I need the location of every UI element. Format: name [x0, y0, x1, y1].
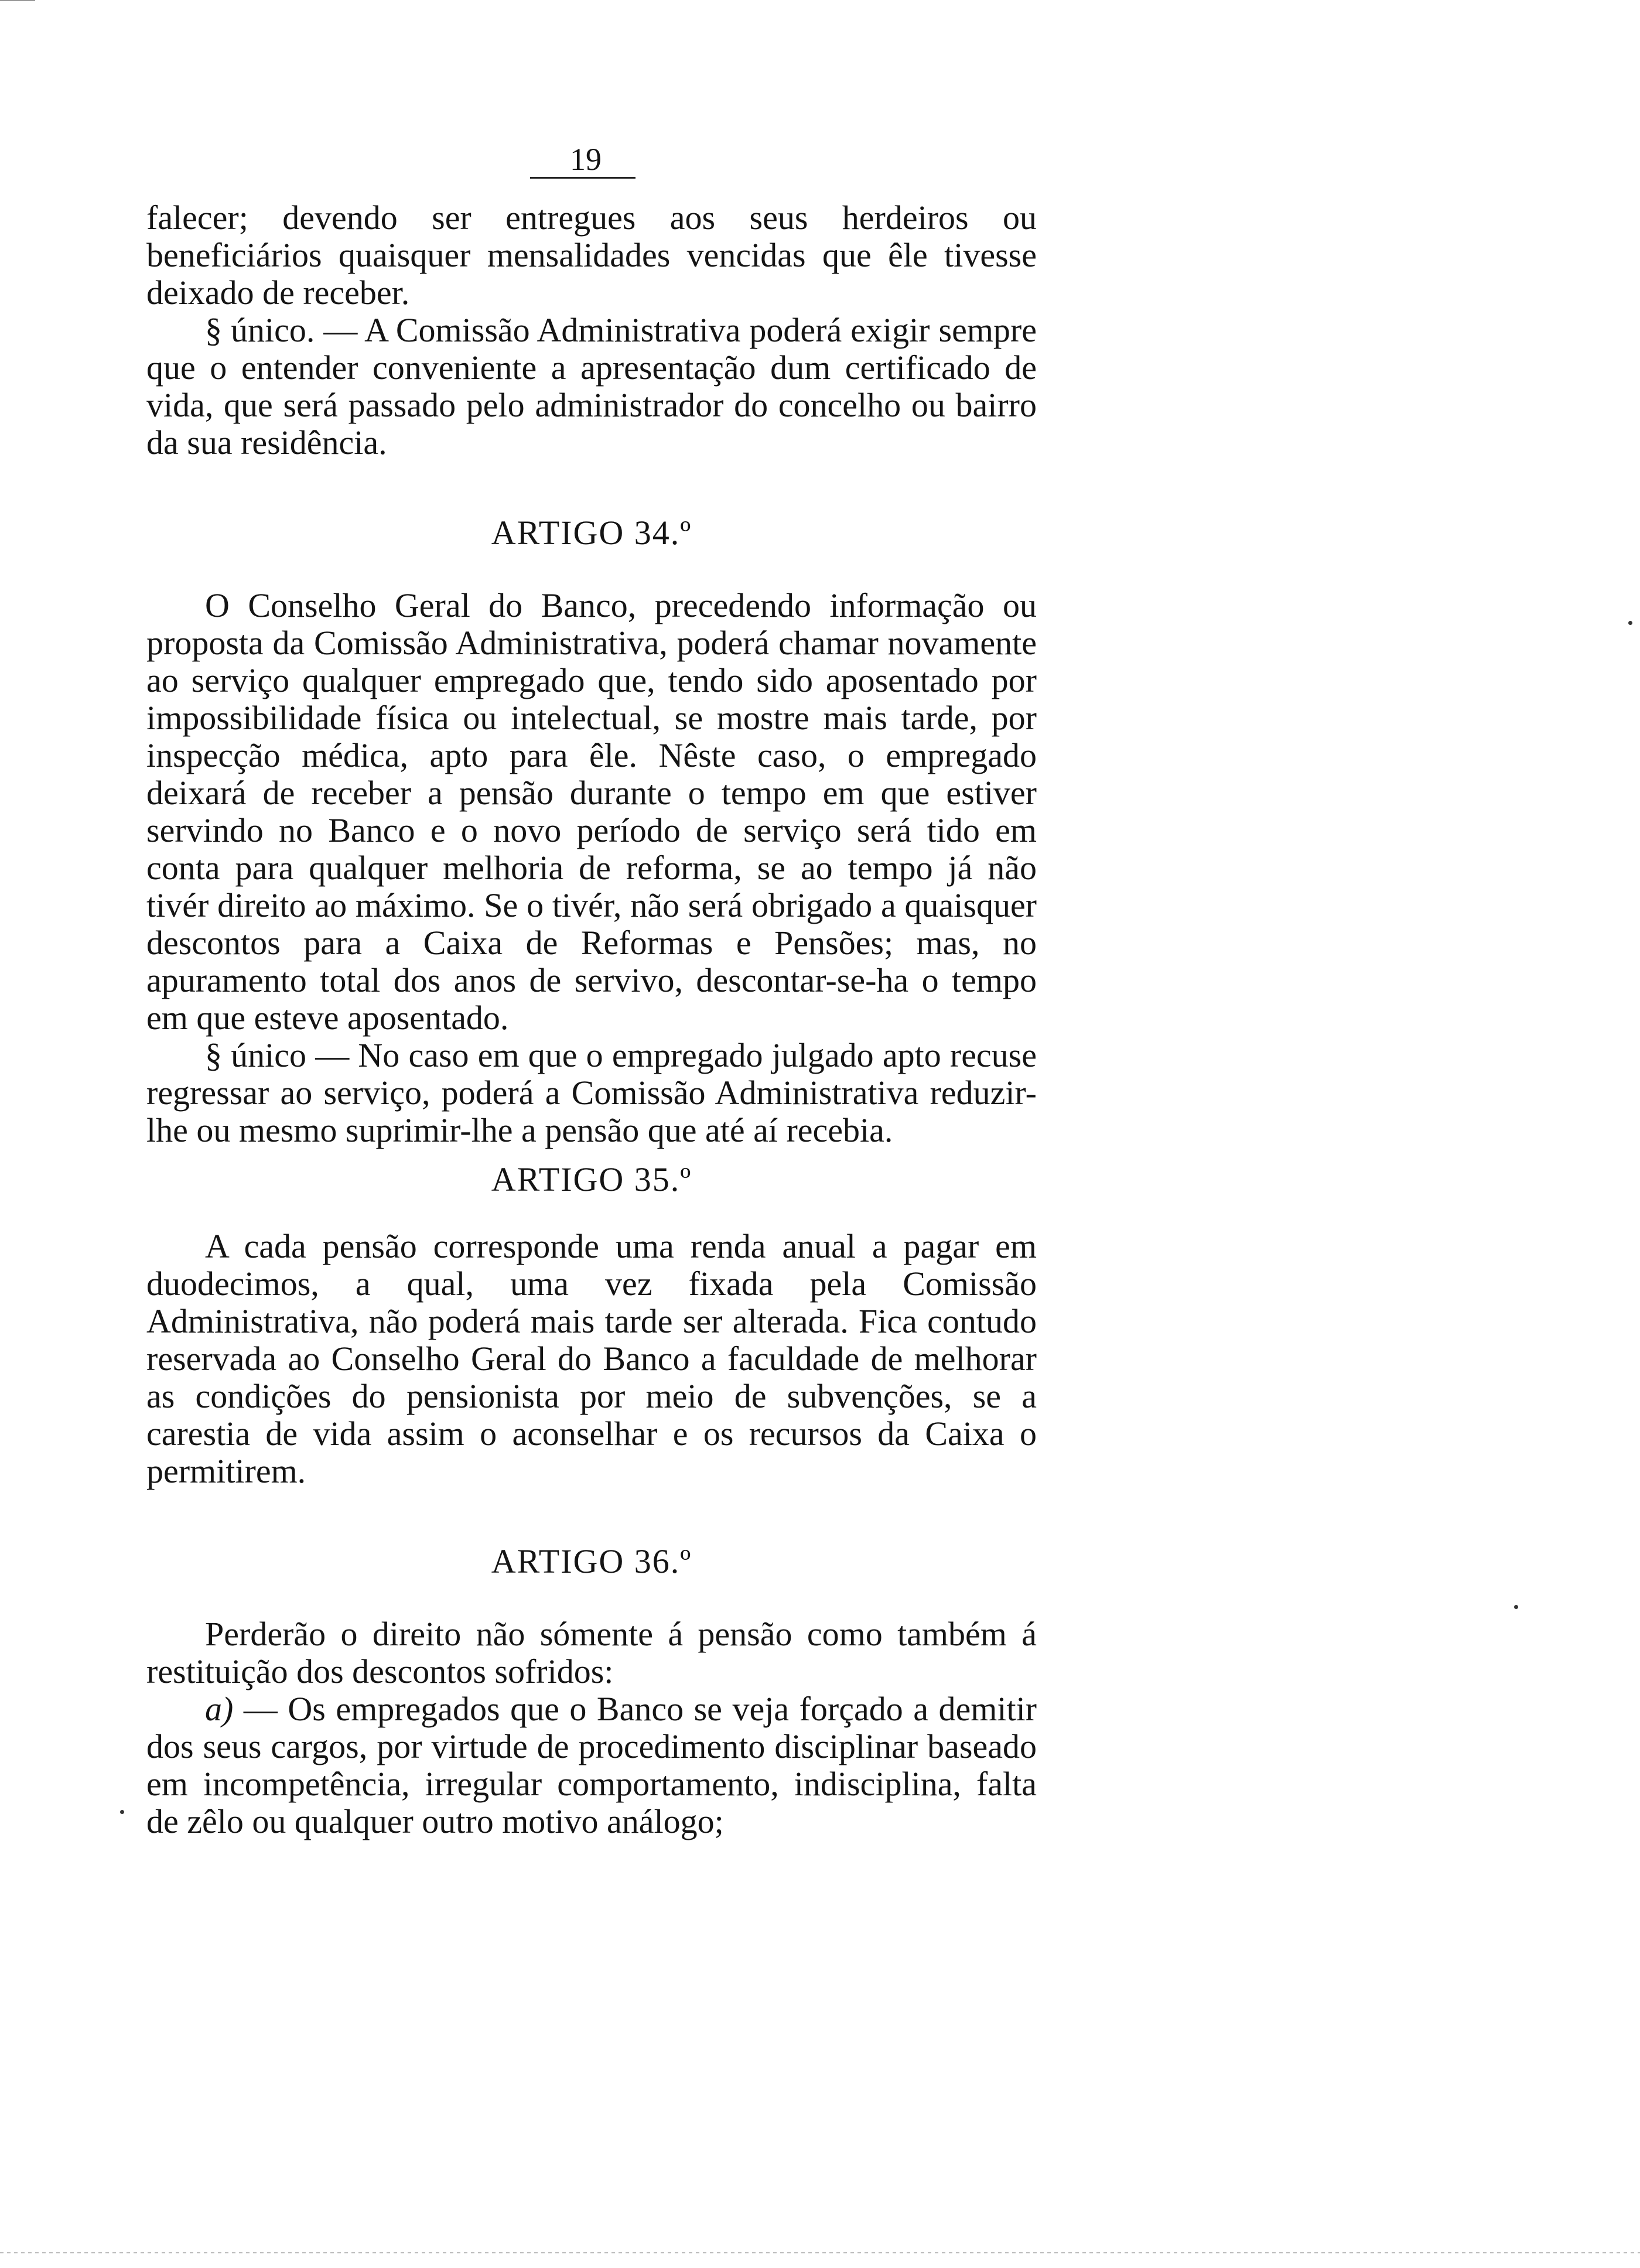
list-item-text: — Os empregados que o Banco se veja forçado a demitir dos seus cargos, por virtude de procedimento disciplinar baseado em incompetência, irregular comportamento, indisciplina, falta de zêlo ou qualquer outro motivo análogo; [146, 1690, 1037, 1840]
paragraph-unico-certificado: § único. — A Comissão Administrativa poderá exigir sempre que o entender conveniente a apresentação dum certificado de vida, que será passado pelo administrador do concelho ou bairro da sua residência. [146, 311, 1037, 462]
paragraph-artigo-36: Perderão o direito não sómente á pensão como também á restituição dos descontos sofridos: [146, 1615, 1037, 1690]
heading-artigo-36: ARTIGO 36.º [491, 1542, 692, 1580]
paragraph-artigo-34: O Conselho Geral do Banco, precedendo informação ou proposta da Comissão Administrativa, poderá chamar novamente ao serviço qualquer empregado que, tendo sido aposentado por impossibilidade física ou intelectual, se mostre mais tarde, por inspecção médica, apto para êle. Nêste caso, o empregado deixará de receber a pensão durante o tempo em que estiver servindo no Banco e o novo período de serviço será tido em conta para qualquer melhoria de reforma, se ao tempo já não tivér direito ao máximo. Se o tivér, não será obrigado a quaisquer descontos para a Caixa de Reformas e Pensões; mas, no apuramento total dos anos de servivo, descontar-se-ha o tempo em que esteve aposentado. [146, 586, 1037, 1037]
scan-edge-line-top [0, 0, 35, 1]
scan-edge-line-bottom [0, 2252, 1640, 2253]
scan-speck [120, 1810, 124, 1814]
heading-artigo-35: ARTIGO 35.º [491, 1160, 692, 1198]
paragraph-unico-regressar: § único — No caso em que o empregado julgado apto recuse regressar ao serviço, poderá a Comissão Administrativa reduzir-lhe ou mesmo suprimir-lhe a pensão que até aí recebia. [146, 1036, 1037, 1149]
list-item-a [146, 1690, 1037, 1840]
paragraph-artigo-35: A cada pensão corresponde uma renda anual a pagar em duodecimos, a qual, uma vez fixada pela Comissão Administrativa, não poderá mais tarde ser alterada. Fica contudo reservada ao Conselho Geral do Banco a faculdade de melhorar as condições do pensionista por meio de subvenções, se a carestia de vida assim o aconselhar e os recursos da Caixa o permitirem. [146, 1227, 1037, 1490]
text-column [146, 199, 1037, 1840]
page-number-rule [530, 177, 636, 179]
scan-speck [1514, 1605, 1518, 1609]
paragraph-continuation: falecer; devendo ser entregues aos seus herdeiros ou beneficiários quaisquer mensalidades vencidas que êle tivesse deixado de receber. [146, 199, 1037, 312]
list-item-marker: a) [205, 1690, 234, 1728]
scan-speck [1628, 621, 1632, 625]
heading-artigo-34: ARTIGO 34.º [491, 514, 692, 552]
page-number: 19 [570, 142, 602, 177]
